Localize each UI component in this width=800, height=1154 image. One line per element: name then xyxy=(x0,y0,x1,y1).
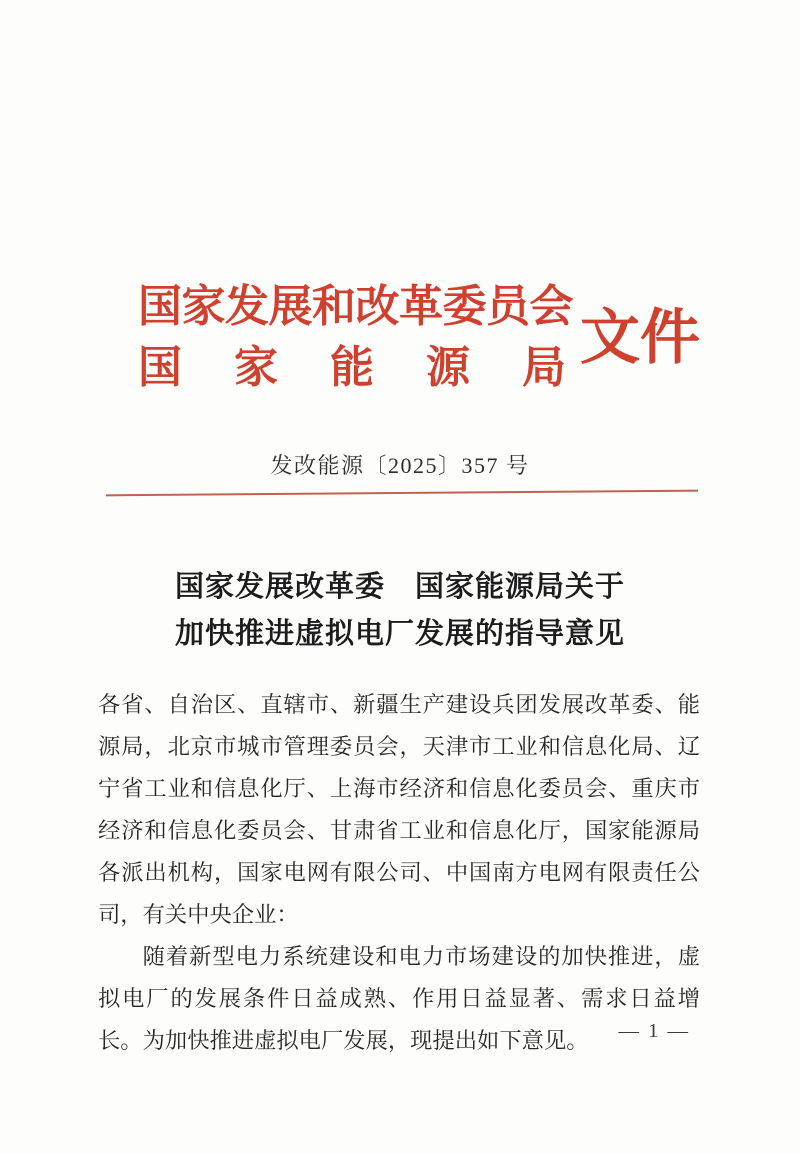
agency-line-2-char: 源 xyxy=(426,343,470,392)
doc-type-label: 文件 xyxy=(580,305,700,371)
document-title xyxy=(0,564,800,658)
agency-line-1: 国家发展和改革委员会 xyxy=(138,282,573,331)
agency-line-2 xyxy=(138,343,566,392)
intro-paragraph: 随着新型电力系统建设和电力市场建设的加快推进，虚拟电厂的发展条件日益成熟、作用日益显著、需求日益增长。为加快推进虚拟电厂发展，现提出如下意见。 xyxy=(98,944,700,1053)
doc-number: 发改能源〔2025〕357 号 xyxy=(270,453,530,478)
agency-line-2-char: 能 xyxy=(330,343,374,392)
agency-line-2-char: 家 xyxy=(234,343,278,392)
agency-line-2-char: 局 xyxy=(522,343,566,392)
agency-names xyxy=(138,282,578,392)
letterhead xyxy=(138,282,700,392)
agency-line-2-char: 国 xyxy=(138,343,182,392)
document-body xyxy=(98,684,700,1062)
page-number: — 1 — xyxy=(618,1020,690,1042)
addressee-paragraph: 各省、自治区、直辖市、新疆生产建设兵团发展改革委、能源局，北京市城市管理委员会，天津市工业和信息化局、辽宁省工业和信息化厅、上海市经济和信息化委员会、重庆市经济和信息化委员会、甘肃省工业和信息化厅，国家能源局各派出机构，国家电网有限公司、中国南方电网有限责任公司，有关中央企业： xyxy=(98,692,700,927)
red-divider-line xyxy=(106,490,698,497)
page-footer xyxy=(619,1020,691,1043)
title-line-2: 加快推进虚拟电厂发展的指导意见 xyxy=(174,618,625,650)
title-line-1: 国家发展改革委 国家能源局关于 xyxy=(174,571,625,603)
